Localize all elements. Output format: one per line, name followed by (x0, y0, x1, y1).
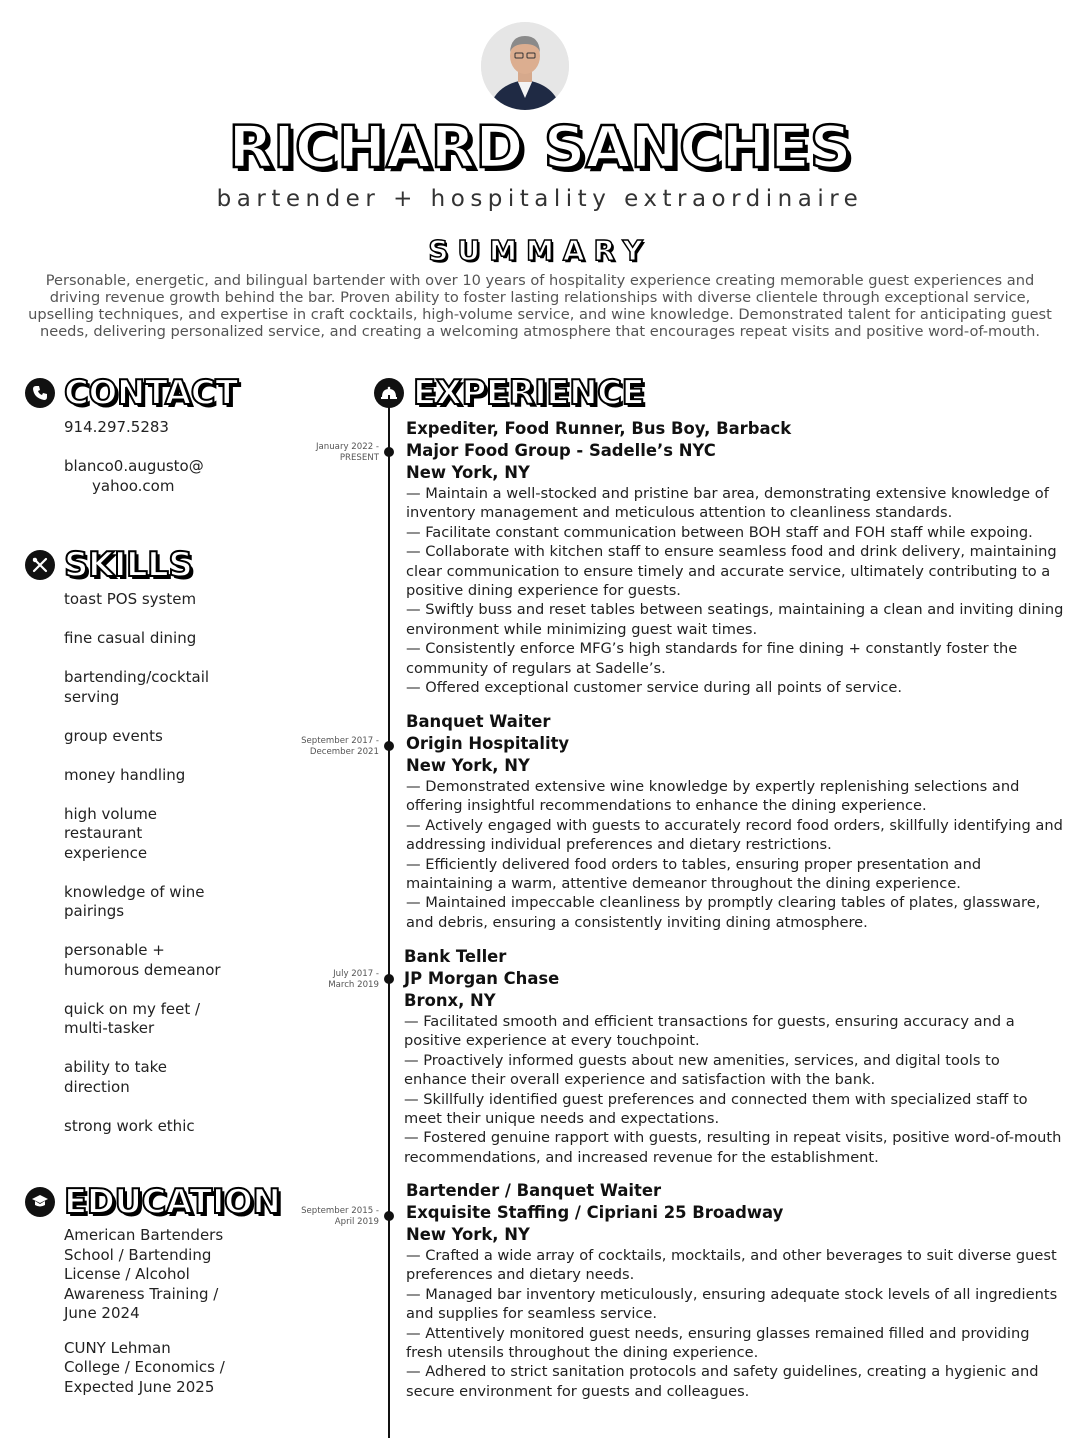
job-bullet: — Efficiently delivered food orders to tables, ensuring proper presentation and maintaining a warm, attentive demeanor throughout the dining experience. (406, 855, 982, 893)
job-bullet: — Offered exceptional customer service during all points of service. (406, 679, 903, 697)
date-start: July 2017 - (333, 969, 379, 979)
job-role: Bank Teller (404, 947, 507, 966)
contact-details (64, 418, 269, 496)
phone-icon (25, 378, 55, 408)
timeline-dot (384, 1211, 394, 1221)
summary-text: Personable, energetic, and bilingual bartender with over 10 years of hospitality experience creating memorable guest experiences and driving revenue growth behind the bar. Proven ability to foster lasting relationships with diverse clientele through exceptional service, upselling techniques, and expertise in craft cocktails, high-volume service, and wine knowledge. Demonstrated talent for anticipating guest needs, delivering personalized service, and creating a welcoming atmosphere that encourages repeat visits and positive word-of-mouth. (28, 272, 1052, 340)
candidate-name: RICHARD SANCHES (228, 113, 852, 181)
job-company: Exquisite Staffing / Cipriani 25 Broadway (406, 1203, 784, 1222)
utensils-icon (25, 550, 55, 580)
job-location: Bronx, NY (404, 991, 496, 1010)
job-bullet: — Proactively informed guests about new amenities, services, and digital tools to enhance their overall experience and satisfaction with the bank. (404, 1051, 1000, 1089)
education-heading (25, 1182, 280, 1222)
job-bullet: — Facilitate constant communication between BOH staff and FOH staff while expoing. (406, 523, 1033, 541)
timeline-dot (384, 447, 394, 457)
job-location: New York, NY (406, 1225, 530, 1244)
date-start: January 2022 - (315, 442, 379, 452)
date-end: April 2019 (334, 1216, 379, 1227)
job-bullet: — Collaborate with kitchen staff to ensure seamless food and drink delivery, maintaining clear communication to ensure timely and accurate service, ultimately contributing to a positive dining experience for guests. (406, 543, 1057, 600)
job-company: Major Food Group - Sadelle’s NYC (406, 441, 716, 460)
job-entry (404, 946, 1066, 1167)
job-bullet: — Consistently enforce MFG’s high standards for fine dining + constantly foster the community of regulars at Sadelle’s. (406, 640, 1018, 677)
skill-item: high volume restaurant experience (64, 804, 158, 862)
job-dates (278, 736, 379, 757)
education-item: American Bartenders School / Bartending License / Alcohol Awareness Training / June 2024 (64, 1226, 224, 1322)
contact-title: CONTACT (64, 373, 238, 413)
job-bullet: — Crafted a wide array of cocktails, mocktails, and other beverages to suit diverse guest preferences and dietary needs. (406, 1247, 1057, 1284)
timeline-dot (384, 974, 394, 984)
timeline-line (388, 395, 390, 1438)
date-start: September 2015 - (301, 1206, 379, 1216)
job-bullet: — Maintained impeccable cleanliness by promptly clearing tables of plates, glassware, and debris, ensuring a consistently inviting dining atmosphere. (406, 894, 1041, 931)
education-title: EDUCATION (64, 1182, 281, 1222)
job-role: Expediter, Food Runner, Bus Boy, Barback (406, 419, 792, 438)
skill-item: quick on my feet / multi-tasker (64, 999, 201, 1037)
job-entry (406, 711, 1068, 932)
skill-item: toast POS system (64, 590, 197, 608)
job-bullet: — Swiftly buss and reset tables between seatings, maintaining a clean and inviting dining environment while minimizing guest wait times. (406, 601, 1064, 638)
avatar (481, 22, 569, 110)
skill-item: bartending/cocktail serving (64, 668, 210, 706)
skill-item: knowledge of wine pairings (64, 882, 205, 920)
skill-item: money handling (64, 765, 186, 784)
date-end: March 2019 (328, 979, 379, 990)
job-dates (278, 1206, 379, 1227)
education-item: CUNY Lehman College / Economics / Expected June 2025 (64, 1338, 225, 1396)
timeline-dot (384, 741, 394, 751)
skill-item: group events (64, 726, 163, 745)
experience-heading (374, 373, 644, 413)
job-entry (406, 1180, 1068, 1401)
job-company: Origin Hospitality (406, 734, 570, 753)
job-bullet: — Demonstrated extensive wine knowledge by expertly replenishing selections and offering insightful recommendations to enhance the dining experience. (406, 778, 1020, 815)
email-line-2: yahoo.com (92, 476, 175, 495)
experience-title: EXPERIENCE (413, 373, 645, 413)
job-location: New York, NY (406, 756, 530, 775)
job-company: JP Morgan Chase (404, 969, 560, 988)
date-start: September 2017 - (301, 736, 379, 746)
job-bullet: — Skillfully identified guest preferences and connected them with specialized staff to meet their unique needs and expectations. (404, 1090, 1028, 1128)
skill-item: strong work ethic (64, 1116, 195, 1135)
skills-heading (25, 545, 192, 585)
summary-heading: SUMMARY (428, 234, 652, 267)
skills-title: SKILLS (64, 545, 193, 585)
date-end: PRESENT (339, 452, 379, 463)
job-dates (278, 969, 379, 990)
education-list (64, 1226, 229, 1417)
job-bullet: — Attentively monitored guest needs, ensuring glasses remained filled and providing fresh utensils throughout the dining experience. (406, 1324, 1030, 1362)
contact-heading (25, 373, 238, 413)
job-bullet: — Managed bar inventory meticulously, ensuring adequate stock levels of all ingredients and supplies for seamless service. (406, 1285, 1058, 1323)
date-end: December 2021 (309, 746, 379, 757)
graduation-cap-icon (25, 1187, 55, 1217)
job-bullet: — Maintain a well-stocked and pristine bar area, demonstrating extensive knowledge of inventory management and meticulous attention to cleanliness standards. (406, 485, 1049, 522)
job-role: Bartender / Banquet Waiter (406, 1181, 662, 1200)
job-location: New York, NY (406, 463, 530, 482)
profile-photo (481, 22, 569, 110)
job-bullet: — Facilitated smooth and efficient transactions for guests, ensuring accuracy and a positive experience at every touchpoint. (404, 1013, 1015, 1050)
job-bullet: — Fostered genuine rapport with guests, resulting in repeat visits, positive word-of-mouth recommendations, and increased revenue for the establishment. (404, 1129, 1062, 1166)
phone-number: 914.297.5283 (64, 418, 169, 436)
skills-list (64, 590, 224, 1156)
tagline: bartender + hospitality extraordinaire (216, 186, 864, 212)
email-line-1: blanco0.augusto@ (64, 457, 204, 475)
job-bullet: — Actively engaged with guests to accurately record food orders, skillfully identifying and addressing individual preferences and dietary restrictions. (406, 816, 1063, 854)
job-bullet: — Adhered to strict sanitation protocols and safety guidelines, creating a hygienic and secure environment for guests and colleagues. (406, 1363, 1039, 1400)
job-dates (278, 442, 379, 463)
skill-item: ability to take direction (64, 1058, 168, 1096)
job-entry (406, 418, 1068, 697)
skill-item: fine casual dining (64, 629, 197, 647)
job-role: Banquet Waiter (406, 712, 551, 731)
skill-item: personable + humorous demeanor (64, 941, 221, 979)
